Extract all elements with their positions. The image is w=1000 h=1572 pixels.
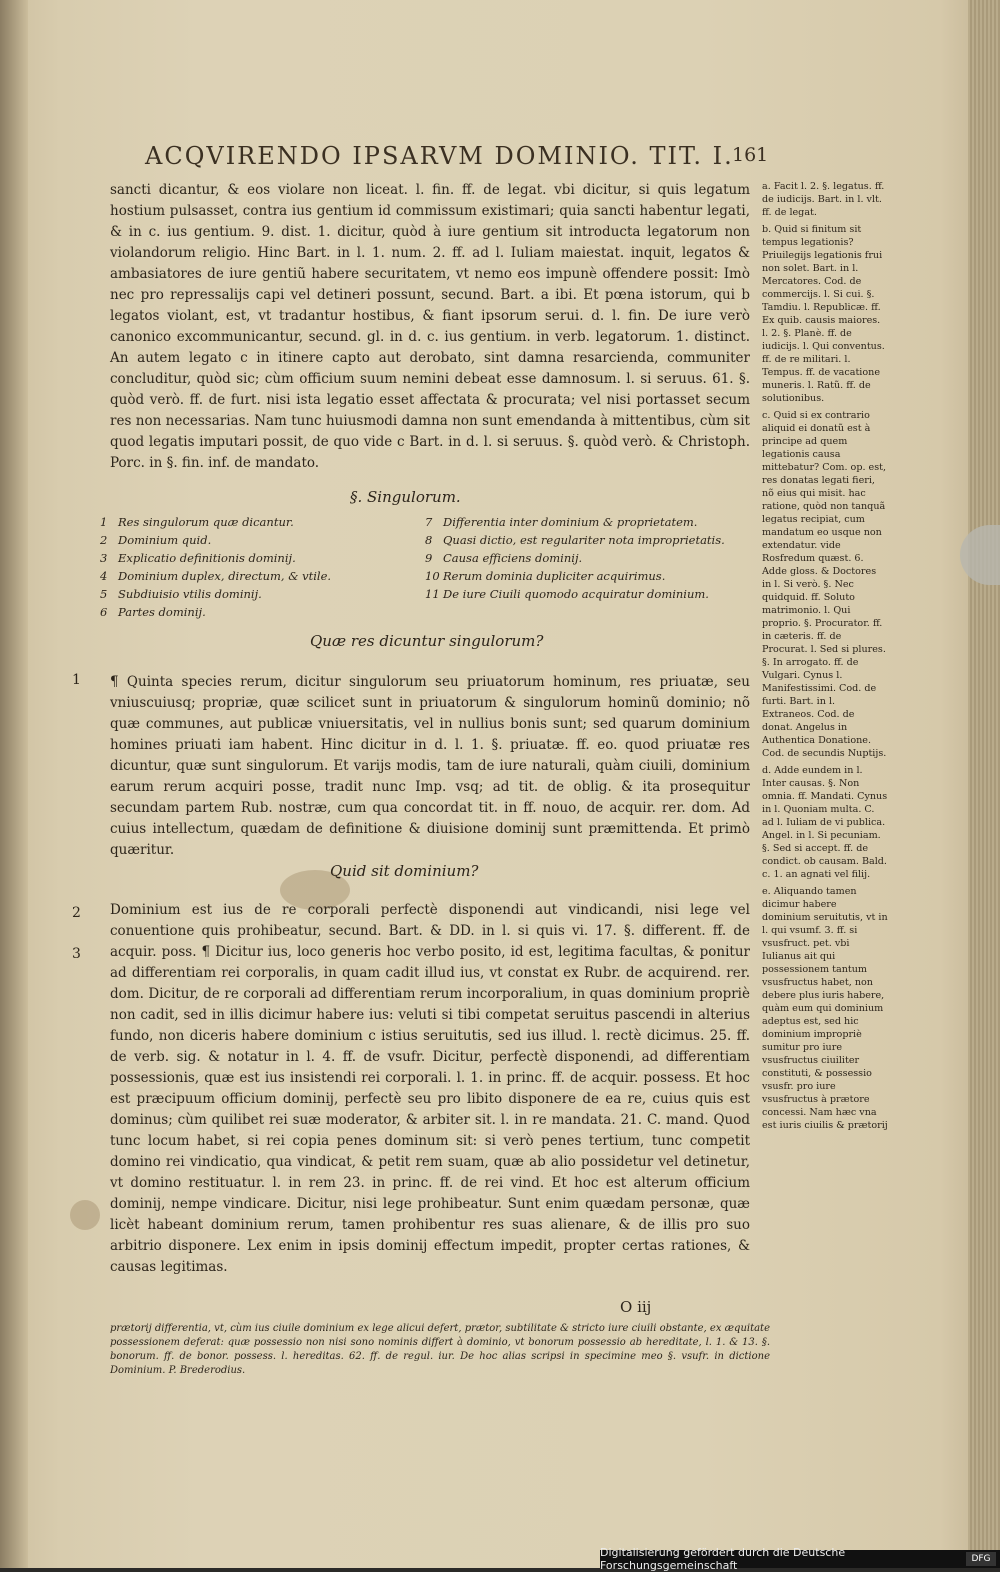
margin-number: 1 — [72, 672, 81, 688]
gutter-shadow — [0, 0, 28, 1568]
page-clip — [960, 525, 1000, 585]
summary-item: 2 Dominium quid. — [100, 533, 212, 547]
side-notes — [762, 180, 888, 1136]
body-paragraph-1 — [110, 180, 750, 474]
signature-mark: O iij — [620, 1298, 652, 1316]
summary-item: 10 Rerum dominia dupliciter acquirimus. — [425, 569, 666, 583]
side-note: e. Aliquando tamen dicimur habere dominium seruitutis, vt in l. qui vsumf. 3. ff. si vsusfruct. pet. vbi Iulianus ait qui possessionem tantum vsusfructus habet, non debere plus iuris habere, quàm eum qui dominium adeptus est, sed hic dominium impropriè sumitur pro iure vsusfructus ciuiliter constituti, & possessio vsusfr. pro iure vsusfructus à prætore concessi. Nam hæc vna est iuris ciuilis & prætorij — [762, 886, 888, 1131]
side-note: d. Adde eundem in l. Inter causas. §. Non omnia. ff. Mandati. Cynus in l. Quoniam multa. C. ad l. Iuliam de vi publica. Angel. in l. Si pecuniam. §. Sed si accept. ff. de condict. ob causam. Bald. c. 1. an agnati vel filij. — [762, 765, 888, 880]
banner-text: Digitalisierung gefördert durch die Deutsche Forschungsgemeinschaft — [600, 1546, 846, 1572]
summary-item: 6 Partes dominij. — [100, 605, 206, 619]
section-heading: §. Singulorum. — [350, 488, 461, 506]
fore-edge — [968, 0, 1000, 1568]
page-number: 161 — [732, 144, 769, 166]
summary-item: 11 De iure Ciuili quomodo acquiratur dominium. — [425, 587, 709, 601]
summary-item: 1 Res singulorum quæ dicantur. — [100, 515, 294, 529]
body-paragraph-2: ¶ Quinta species rerum, dicitur singulorum seu priuatorum hominum, res priuatæ, seu vniuscuiusq; propriæ, quæ scilicet sunt in priuatorum & singulorum hominũ dominio; nõ quæ communes, aut publicæ vniuersitatis, vel in nullius bonis sunt; sed quarum dominium homines priuati iam habent. Hinc dicitur in d. l. 1. §. priuatæ. ff. eo. quod priuatæ res dicuntur, quæ sunt singulorum. Et varijs modis, tam de iure naturali, quàm ciuili, dominium earum rerum acquiri posse, tradit nunc Imp. vsq; ad tit. de oblig. & ita prosequitur secundam partem Rub. nostræ, cum qua concordat tit. in ff. nouo, de acquir. rer. dom. Ad cuius intellectum, quædam de definitione & diuisione dominij sunt præmittenda. Et primò quæritur. — [110, 674, 750, 858]
summary-item: 4 Dominium duplex, directum, & vtile. — [100, 569, 332, 583]
margin-number: 2 — [72, 905, 81, 921]
side-note: b. Quid si finitum sit tempus legationis? Priuilegijs legationis frui non solet. Bart. in l. Mercatores. Cod. de commercijs. l. Si cui. §. Tamdiu. l. Republicæ. ff. Ex quib. causis maiores. l. 2. §. Planè. ff. de iudicijs. l. Qui conventus. ff. de re militari. l. Tempus. ff. de vacatione muneris. l. Ratũ. ff. de solutionibus. — [762, 224, 885, 404]
question-heading-2: Quid sit dominium? — [330, 862, 479, 880]
margin-number: 3 — [72, 946, 81, 962]
summary-column-right — [425, 514, 745, 604]
running-head: ACQVIRENDO IPSARVM DOMINIO. TIT. I. — [145, 142, 734, 170]
summary-item: 7 Differentia inter dominium & proprietatem. — [425, 515, 698, 529]
side-note: a. Facit l. 2. §. legatus. ff. de iudicijs. Bart. in l. vlt. ff. de legat. — [762, 181, 885, 218]
summary-item: 9 Causa efficiens dominij. — [425, 551, 583, 565]
question-heading-1: Quæ res dicuntur singulorum? — [310, 632, 544, 650]
dfg-logo: DFG — [966, 1552, 996, 1566]
digitization-banner — [600, 1546, 1000, 1572]
summary-item: 8 Quasi dictio, est regulariter nota improprietatis. — [425, 533, 725, 547]
paper-stain — [70, 1200, 100, 1230]
side-note: c. Quid si ex contrario aliquid ei donatũ est à principe ad quem legationis causa mittebatur? Com. op. est, res donatas legati fieri, nõ eius qui misit. hac ratione, quòd non tanquã legatus recipiat, cum mandatum eo usque non extendatur. vide Rosfredum quæst. 6. Adde gloss. & Doctores in l. Si verò. §. Nec quidquid. ff. Soluto matrimonio. l. Qui proprio. §. Procurator. ff. in cæteris. ff. de Procurat. l. Sed si plures. §. In arrogato. ff. de Vulgari. Cynus l. Manifestissimi. Cod. de furti. Bart. in l. Extraneos. Cod. de donat. Angelus in Authentica Donatione. Cod. de secundis Nuptijs. — [762, 410, 887, 759]
summary-item: 3 Explicatio definitionis dominij. — [100, 551, 296, 565]
summary-column-left — [100, 514, 420, 622]
body-paragraph-3: Dominium est ius de re corporali perfectè disponendi aut vindicandi, nisi lege vel conuentione quis prohibeatur, secund. Bart. & DD. in l. si quis vi. 17. §. different. ff. de acquir. poss. ¶ Dicitur ius, loco generis hoc verbo posito, id est, legitima facultas, & ponitur ad differentiam rei corporalis, in quam cadit illud ius, vt constat ex Rubr. de acquirend. rer. dom. Dicitur, de re corporali ad differentiam rerum incorporalium, in quas dominium propriè non cadit, sed in illis dicimur habere ius: veluti si tibi competat seruitus pascendi in alterius fundo, non diceris habere dominium c istius seruitutis, sed ius illud. l. rectè dicimus. 25. ff. de verb. sig. & notatur in l. 4. ff. de vsufr. Dicitur, perfectè disponendi, ad differentiam possessionis, quæ est ius insistendi rei corporali. l. 1. in princ. ff. de acquir. possess. Et hoc est præcipuum officium dominij, perfectè seu pro libito disponere de ea re, cuius quis est dominus; cùm quilibet rei suæ moderator, & arbiter sit. l. in re mandata. 21. C. mand. Quod tunc locum habet, si rei copia penes dominum sit: si verò penes tertium, tunc competit domino rei vindicatio, qua vindicat, & petit rem suam, quæ ab alio possidetur vel detinetur, vt domino restituatur. l. in rem 23. in princ. ff. de rei vind. Et hoc est alterum officium dominij, nempe vindicare. Dicitur, nisi lege prohibeatur. Sunt enim quædam personæ, quæ licèt habeant dominium rerum, tamen prohibentur res suas alienare, & de illis pro suo arbitrio disponere. Lex enim in ipsis dominij effectum impedit, propter certas rationes, & causas legitimas. — [110, 902, 750, 1275]
summary-item: 5 Subdiuisio vtilis dominij. — [100, 587, 262, 601]
footnote: prætorij differentia, vt, cùm ius ciuile dominium ex lege alicui defert, prætor, subtilitate & stricto iure ciuili obstante, ex æquitate possessionem deferat: quæ possessio non nisi sono nominis differt à dominio, vt bonorum possessio ab hereditate, l. 1. & 13. §. bonorum. ff. de bonor. possess. l. hereditas. 62. ff. de regul. iur. De hoc alias scripsi in specimine meo §. vsufr. in dictione Dominium. P. Brederodius. — [110, 1323, 770, 1376]
body-text: sancti dicantur, & eos violare non liceat. l. fin. ff. de legat. vbi dicitur, si quis legatum hostium pulsasset, contra ius gentium id commissum existimari; quia sancti habentur legati, & in c. ius gentium. 9. dist. 1. dicitur, quòd à iure gentium sit introducta legatorum non violandorum religio. Hinc Bart. in l. 1. num. 2. ff. ad l. Iuliam maiestat. inquit, legatos & ambasiatores de iure gentiũ habere securitatem, vt nemo eos impunè offendere possit: Imò nec pro repressalijs capi vel detineri possunt, secund. Bart. a ibi. Et pœna istorum, qui b legatos violant, est, vt tradantur hostibus, & fiant ipsorum serui. d. l. fin. De iure verò canonico excommunicantur, secund. gl. in d. c. ius gentium. in verb. legatorum. 1. distinct. An autem legato c in itinere capto aut derobato, sint damna resarcienda, communiter concluditur, quòd sic; cùm officium suum nemini debeat esse damnosum. l. si seruus. 61. §. quòd verò. ff. de furt. nisi ista legatio esset affectata & procurata; vel nisi portasset secum res non necessarias. Nam tunc huiusmodi damna non sunt emendanda à mittentibus, cùm sit quod legatis imputari possit, de quo vide c Bart. in d. l. si seruus. §. quòd verò. & Christoph. Porc. in §. fin. inf. de mandato. — [110, 182, 750, 471]
